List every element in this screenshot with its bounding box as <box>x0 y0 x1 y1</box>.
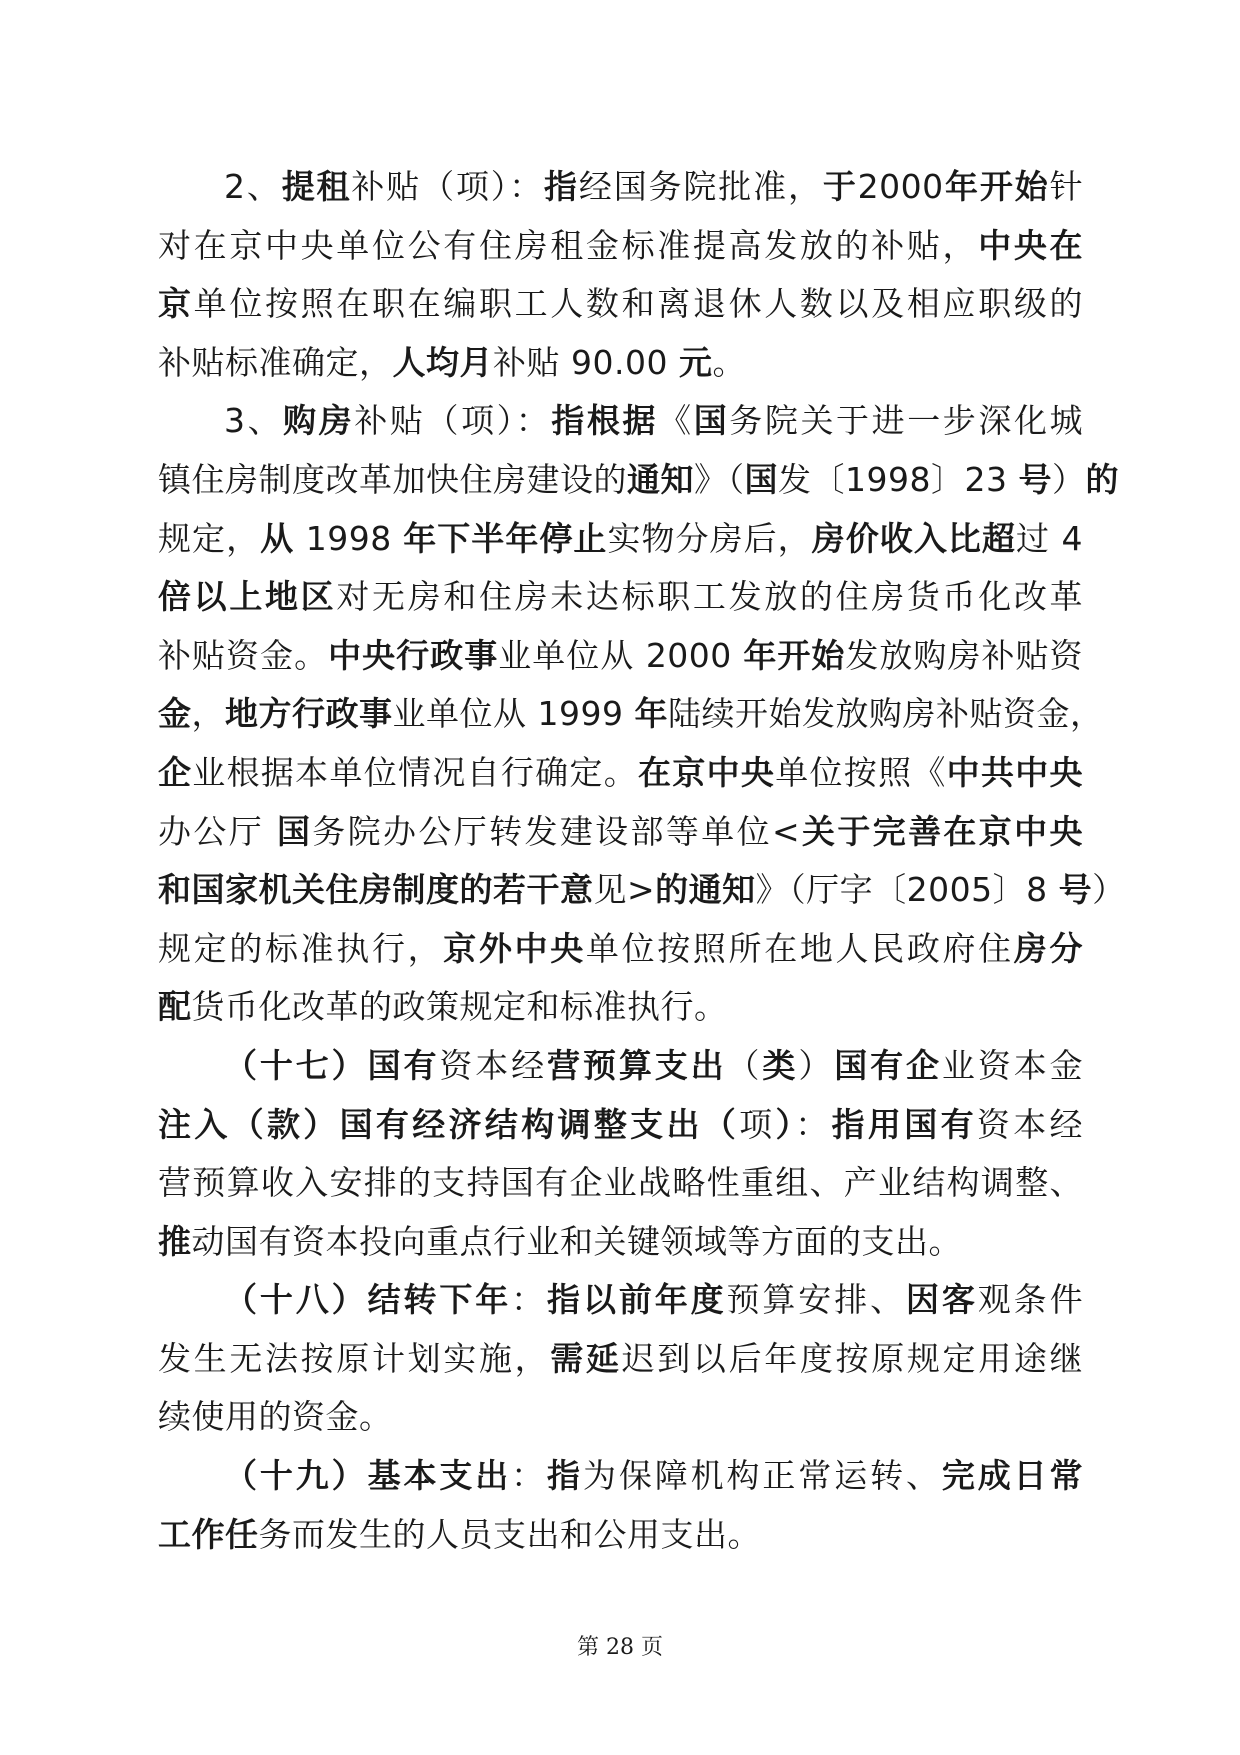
bold-text-run: 地方行政事 <box>225 694 393 734</box>
text-run: 单位按照《 <box>775 752 947 792</box>
text-line <box>158 392 1083 451</box>
text-run: 陆续开始发放购房补贴资金， <box>667 694 1104 734</box>
bold-text-run: 注入（款）国有经济结构调整支出（ <box>158 1104 740 1144</box>
text-run: 》（ <box>694 459 745 499</box>
bold-text-run: 提租 <box>281 167 352 206</box>
bold-text-run: 号 <box>1018 459 1052 499</box>
bold-text-run: 指根据 <box>551 401 659 441</box>
bold-text-run: 国 <box>276 811 313 851</box>
text-run: 补贴标准确定， <box>158 342 393 382</box>
bold-text-run: 号 <box>1058 870 1093 910</box>
text-line <box>158 803 1083 862</box>
text-run: 单位按照所在地人民政府住 <box>585 928 1014 968</box>
bold-text-run: 推 <box>158 1221 192 1261</box>
text-run: ： <box>511 1456 548 1496</box>
text-run: 续使用的资金。 <box>158 1397 393 1437</box>
text-run: 观条件 <box>977 1280 1084 1320</box>
bold-text-run: 年开始 <box>743 635 846 675</box>
text-run: 业根据本单位情况自行确定。 <box>192 752 639 792</box>
bold-text-run: 中央行政事 <box>328 635 499 675</box>
text-run: 预算安排、 <box>726 1280 906 1320</box>
text-run: 过 4 <box>1015 518 1084 558</box>
bold-text-run: 营预算支出 <box>547 1045 727 1085</box>
bold-text-run: （十七）国有 <box>224 1045 440 1085</box>
text-line <box>158 978 1083 1037</box>
text-run: 2000 <box>857 167 944 206</box>
bold-text-run: 完成日常 <box>941 1456 1084 1496</box>
bold-text-run: （十九）基本支出 <box>224 1456 512 1496</box>
text-run: 业单位从 1999 <box>392 694 635 734</box>
text-run: 务院办公厅转发建设部等单位< <box>312 811 801 851</box>
text-line <box>158 451 1119 510</box>
text-run: 规定的标准执行， <box>158 928 444 968</box>
text-run: （ <box>726 1045 763 1085</box>
text-run: 镇住房制度改革加快住房建设的 <box>158 459 627 499</box>
text-line <box>158 158 1083 217</box>
text-run: 营预算收入安排的支持国有企业战略性重组、产业结构调整、 <box>158 1163 1083 1203</box>
bold-text-run: 年下半年停止 <box>403 518 608 558</box>
text-run: 经国务院批准， <box>578 167 823 206</box>
text-run: 2、 <box>224 167 282 206</box>
text-run: 务院关于进一步深化城 <box>729 401 1084 441</box>
text-run: 发〔1998〕23 <box>778 459 1019 499</box>
bold-text-run: 关于完善在京中央 <box>800 811 1083 851</box>
text-line <box>158 1330 1083 1389</box>
text-line <box>158 1447 1083 1506</box>
text-run: 见> <box>593 870 656 910</box>
text-run: 资本经 <box>976 1104 1084 1144</box>
text-run: 发生无法按原计划实施， <box>158 1338 551 1378</box>
text-line <box>158 627 1083 686</box>
bold-text-run: 配 <box>158 987 192 1027</box>
text-line <box>158 510 1083 569</box>
bold-text-run: 于 <box>822 167 858 206</box>
text-line <box>158 744 1083 803</box>
bold-text-run: 的 <box>1085 459 1119 499</box>
text-run: 动国有资本投向重点行业和关键领域等方面的支出。 <box>191 1221 962 1261</box>
bold-text-run: 工作任 <box>158 1514 259 1554</box>
text-run: 单位按照在职在编职工人数和离退休人数以及相应职级的 <box>193 284 1084 324</box>
text-line <box>158 275 1083 334</box>
text-line <box>158 1213 1083 1272</box>
bold-text-run: 国 <box>693 401 730 441</box>
text-run: 资本经 <box>439 1045 548 1085</box>
bold-text-run: 指 <box>547 1456 583 1496</box>
bold-text-run: 指 <box>544 167 579 206</box>
text-run: 务而发生的人员支出和公用支出。 <box>258 1514 761 1554</box>
page-number: 第 28 页 <box>577 1635 663 1660</box>
bold-text-run: 指用国有 <box>831 1104 977 1144</box>
text-run: 实物分房后， <box>607 518 812 558</box>
text-run: 对在京中央单位公有住房租金标准提高发放的补贴， <box>158 225 979 265</box>
text-line <box>158 1506 1083 1565</box>
text-run: 。 <box>712 342 746 382</box>
text-run: 为保障机构正常运转、 <box>582 1456 942 1496</box>
body-text <box>158 158 1126 1564</box>
bold-text-run: 金 <box>158 694 192 734</box>
text-run: 》（厅字〔2005〕8 <box>755 870 1059 910</box>
bold-text-run: 购房 <box>283 401 355 441</box>
text-run: ， <box>191 694 225 734</box>
bold-text-run: 需延 <box>550 1338 622 1378</box>
text-line <box>158 1388 1083 1447</box>
bold-text-run: 国有企 <box>834 1045 942 1085</box>
bold-text-run: 在京中央 <box>638 752 776 792</box>
bold-text-run: 和国家机关住房制度的若干意 <box>158 870 594 910</box>
bold-text-run: 中央在 <box>978 225 1084 265</box>
text-line <box>158 685 1104 744</box>
bold-text-run: 年开始 <box>943 167 1050 206</box>
text-run: 项 <box>739 1104 776 1144</box>
text-run: 补贴 90.00 <box>493 342 679 382</box>
bold-text-run: ） <box>775 1104 796 1144</box>
text-run: 迟到以后年度按原规定用途继 <box>621 1338 1084 1378</box>
text-run: ） <box>798 1045 835 1085</box>
bold-text-run: 从 <box>260 518 295 558</box>
bold-text-run: （十八）结转下年 <box>224 1280 512 1320</box>
text-run: 业资本金 <box>941 1045 1084 1085</box>
text-line <box>158 861 1126 920</box>
text-run: 货币化改革的政策规定和标准执行。 <box>191 987 728 1027</box>
text-line <box>158 1154 1083 1213</box>
text-line <box>158 1096 1083 1155</box>
bold-text-run: 类 <box>762 1045 799 1085</box>
bold-text-run: 指以前年度 <box>547 1280 727 1320</box>
text-run: ） <box>1092 870 1126 910</box>
text-line <box>158 217 1083 276</box>
text-run: 补贴（项）： <box>354 401 552 441</box>
text-line <box>158 568 1083 627</box>
text-run: ： <box>795 1104 832 1144</box>
text-run: 发放购房补贴资 <box>845 635 1084 675</box>
text-line <box>158 334 1083 393</box>
bold-text-run: 元 <box>678 342 713 382</box>
text-run: ） <box>1051 459 1086 499</box>
text-run: 补贴（项）： <box>351 167 544 206</box>
text-run: 《 <box>658 401 694 441</box>
bold-text-run: 房价收入比超 <box>811 518 1016 558</box>
bold-text-run: 国 <box>744 459 778 499</box>
bold-text-run: 因客 <box>905 1280 978 1320</box>
text-line <box>158 920 1083 979</box>
bold-text-run: 的通知 <box>655 870 756 910</box>
bold-text-run: 京外中央 <box>443 928 586 968</box>
bold-text-run: 中共中央 <box>946 752 1084 792</box>
bold-text-run: 倍以上地区 <box>158 577 337 617</box>
text-run: ： <box>511 1280 548 1320</box>
text-run: 规定， <box>158 518 261 558</box>
bold-text-run: 年 <box>634 694 668 734</box>
bold-text-run: 房分 <box>1013 928 1084 968</box>
text-run: 3、 <box>224 401 284 441</box>
bold-text-run: 人均月 <box>392 342 493 382</box>
text-run: 1998 <box>294 518 404 558</box>
text-run: 针 <box>1049 167 1084 206</box>
bold-text-run: 通知 <box>627 459 694 499</box>
text-run: 业单位从 2000 <box>498 635 744 675</box>
text-line <box>158 1271 1083 1330</box>
text-run: 补贴资金。 <box>158 635 329 675</box>
text-line <box>158 1037 1083 1096</box>
text-run: 办公厅 <box>158 811 277 851</box>
bold-text-run: 京 <box>158 284 194 324</box>
bold-text-run: 企 <box>158 752 193 792</box>
text-run: 对无房和住房未达标职工发放的住房货币化改革 <box>336 577 1084 617</box>
